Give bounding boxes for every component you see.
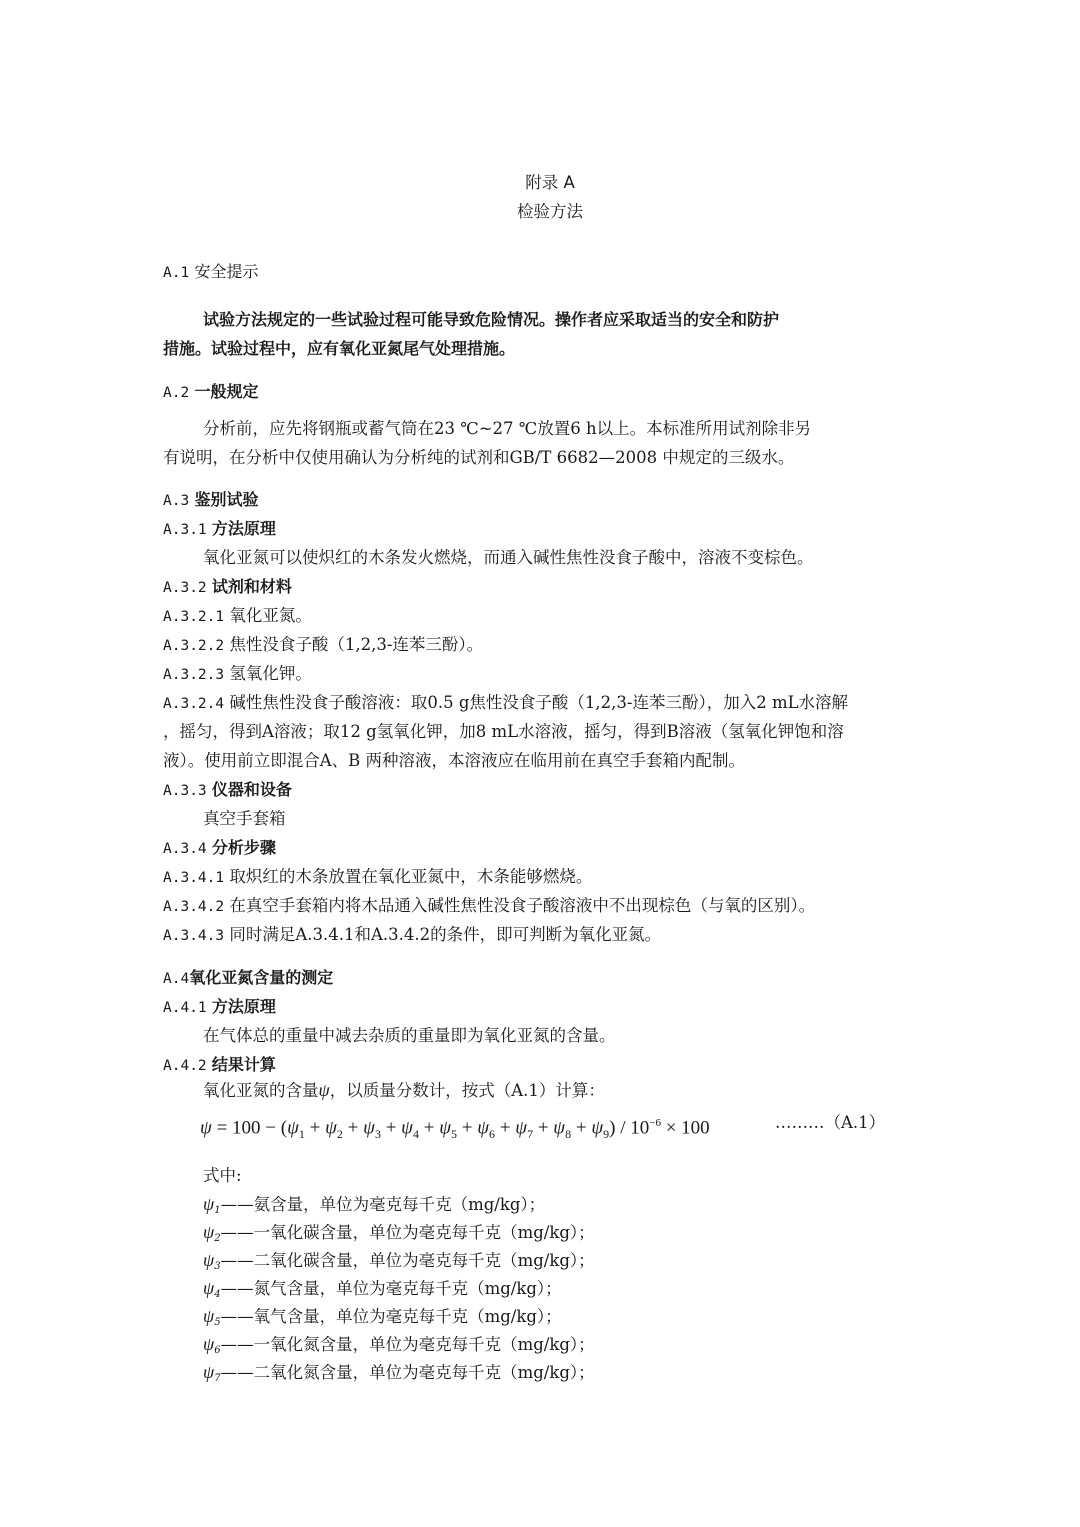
- a41-text: 在气体总的重量中减去杂质的重量即为氧化亚氮的含量。: [203, 1026, 616, 1045]
- section-a3-heading: [163, 489, 258, 512]
- section-title: 方法原理: [211, 519, 276, 538]
- clause-text: 同时满足A.3.4.1和A.3.4.2的条件，即可判断为氧化亚氮。: [229, 925, 662, 944]
- section-title: 方法原理: [211, 997, 276, 1016]
- definition-psi-4: [203, 1277, 562, 1306]
- clause-a324: [163, 692, 848, 715]
- subsection-a34-heading: [163, 837, 276, 860]
- section-a2-heading: [163, 381, 258, 404]
- a31-text: 氧化亚氮可以使炽红的木条发火燃烧，而通入碱性焦性没食子酸中，溶液不变棕色。: [203, 548, 814, 567]
- psi-symbol: ψ: [203, 1222, 215, 1242]
- psi-subscript: 1: [214, 1205, 221, 1216]
- subsection-a42-heading: [163, 1054, 276, 1077]
- psi-subscript: 3: [214, 1261, 221, 1272]
- section-title: 试剂和材料: [211, 577, 292, 596]
- section-number: A.1: [163, 265, 190, 281]
- definition-text: ——二氧化碳含量，单位为毫克每千克（mg/kg）；: [220, 1251, 595, 1270]
- clause-number: A.3.2.2: [163, 638, 225, 654]
- a1-paragraph-line-1: 试验方法规定的一些试验过程可能导致危险情况。操作者应采取适当的安全和防护: [203, 310, 780, 329]
- section-title: 分析步骤: [211, 838, 276, 857]
- subsection-a31-heading: [163, 518, 276, 541]
- definition-psi-5: [203, 1305, 562, 1334]
- definition-text: ——一氧化氮含量，单位为毫克每千克（mg/kg）；: [220, 1335, 595, 1354]
- psi-subscript: 4: [214, 1289, 221, 1300]
- a324-line-2: ，摇匀，得到A溶液；取12 g氢氧化钾，加8 mL水溶液，摇匀，得到B溶液（氢氧化钾饱和溶: [163, 722, 844, 741]
- psi-symbol: ψ: [203, 1194, 215, 1214]
- appendix-label: 附录 A: [525, 173, 575, 192]
- clause-a341: [163, 866, 592, 889]
- where-label: 式中:: [203, 1166, 242, 1185]
- clause-number: A.3.2.3: [163, 667, 225, 683]
- section-number: A.2: [163, 385, 190, 401]
- section-title: 安全提示: [194, 262, 259, 281]
- subsection-a33-heading: [163, 779, 292, 802]
- psi-subscript: 2: [214, 1233, 221, 1244]
- formula-a1: $\psi = 100 - (\psi_1 + \psi_2 + \psi_3 + \psi_4 + \psi_5 + \psi_6 + \psi_7 + \psi_8 + \psi_9) / 10^{-6} \times 100$: [200, 1117, 710, 1142]
- section-number: A.3.4: [163, 841, 207, 857]
- section-number: A.3.1: [163, 522, 207, 538]
- clause-number: A.3.2.1: [163, 609, 225, 625]
- clause-text: 取炽红的木条放置在氧化亚氮中，木条能够燃烧。: [229, 867, 593, 886]
- clause-number: A.3.4.3: [163, 928, 225, 944]
- clause-a323: [163, 663, 312, 686]
- clause-number: A.3.4.2: [163, 899, 225, 915]
- subsection-a41-heading: [163, 996, 276, 1019]
- section-number: A.4.2: [163, 1058, 207, 1074]
- clause-text: 氧化亚氮。: [229, 606, 312, 625]
- definition-psi-3: [203, 1249, 595, 1278]
- section-title: 仪器和设备: [211, 780, 292, 799]
- clause-text: 在真空手套箱内将木品通入碱性焦性没食子酸溶液中不出现棕色（与氧的区别）。: [229, 896, 816, 915]
- intro-text: 氧化亚氮的含量: [203, 1081, 319, 1100]
- psi-symbol: ψ: [203, 1250, 215, 1270]
- definition-text: ——氮气含量，单位为毫克每千克（mg/kg）；: [220, 1279, 562, 1298]
- clause-a321: [163, 605, 312, 628]
- appendix-title: 检验方法: [517, 202, 583, 221]
- definition-psi-2: [203, 1221, 595, 1250]
- clause-number: A.3.4.1: [163, 870, 225, 886]
- clause-text: 焦性没食子酸（1,2,3-连苯三酚）。: [229, 635, 484, 654]
- psi-symbol: ψ: [203, 1362, 215, 1382]
- section-title: 鉴别试验: [194, 490, 259, 509]
- definition-text: ——二氧化氮含量，单位为毫克每千克（mg/kg）；: [220, 1363, 595, 1382]
- definition-psi-7: [203, 1361, 595, 1390]
- formula-label: ………（A.1）: [775, 1113, 886, 1132]
- clause-a342: [163, 895, 815, 918]
- a324-line-3: 液）。使用前立即混合A、B 两种溶液，本溶液应在临用前在真空手套箱内配制。: [163, 751, 746, 770]
- psi-symbol: ψ: [203, 1334, 215, 1354]
- psi-subscript: 5: [214, 1317, 221, 1328]
- subsection-a32-heading: [163, 576, 292, 599]
- psi-symbol: ψ: [203, 1306, 215, 1326]
- a33-text: 真空手套箱: [203, 809, 286, 828]
- clause-text: 碱性焦性没食子酸溶液：取0.5 g焦性没食子酸（1,2,3-连苯三酚），加入2 mL水溶解: [229, 693, 849, 712]
- definition-text: ——氨含量，单位为毫克每千克（mg/kg）；: [220, 1195, 546, 1214]
- definition-text: ——一氧化碳含量，单位为毫克每千克（mg/kg）；: [220, 1223, 595, 1242]
- section-a1-heading: [163, 261, 258, 284]
- a2-paragraph-line-2: 有说明，在分析中仅使用确认为分析纯的试剂和GB/T 6682—2008 中规定的三级水。: [163, 448, 795, 467]
- section-title: 一般规定: [194, 382, 259, 401]
- clause-a322: [163, 634, 483, 657]
- section-number: A.3.2: [163, 580, 207, 596]
- psi-symbol: ψ: [318, 1080, 330, 1100]
- section-number: A.4: [163, 971, 190, 987]
- section-title: 结果计算: [211, 1055, 276, 1074]
- clause-number: A.3.2.4: [163, 696, 225, 712]
- clause-text: 氢氧化钾。: [229, 664, 312, 683]
- psi-symbol: ψ: [203, 1278, 215, 1298]
- psi-subscript: 6: [214, 1345, 221, 1356]
- section-number: A.3.3: [163, 783, 207, 799]
- a1-paragraph-line-2: 措施。试验过程中，应有氧化亚氮尾气处理措施。: [163, 339, 516, 358]
- section-number: A.3: [163, 493, 190, 509]
- definition-psi-6: [203, 1333, 595, 1362]
- definition-psi-1: [203, 1193, 545, 1222]
- a42-intro: [203, 1079, 605, 1102]
- clause-a343: [163, 924, 661, 947]
- psi-subscript: 7: [214, 1373, 221, 1384]
- a2-paragraph-line-1: 分析前，应先将钢瓶或蓄气筒在23 ℃~27 ℃放置6 h以上。本标准所用试剂除非另: [203, 419, 812, 438]
- definition-text: ——氧气含量，单位为毫克每千克（mg/kg）；: [220, 1307, 562, 1326]
- section-title: 氧化亚氮含量的测定: [189, 968, 334, 987]
- section-a4-heading: [163, 967, 333, 990]
- section-number: A.4.1: [163, 1000, 207, 1016]
- intro-text: ，以质量分数计，按式（A.1）计算：: [329, 1081, 605, 1100]
